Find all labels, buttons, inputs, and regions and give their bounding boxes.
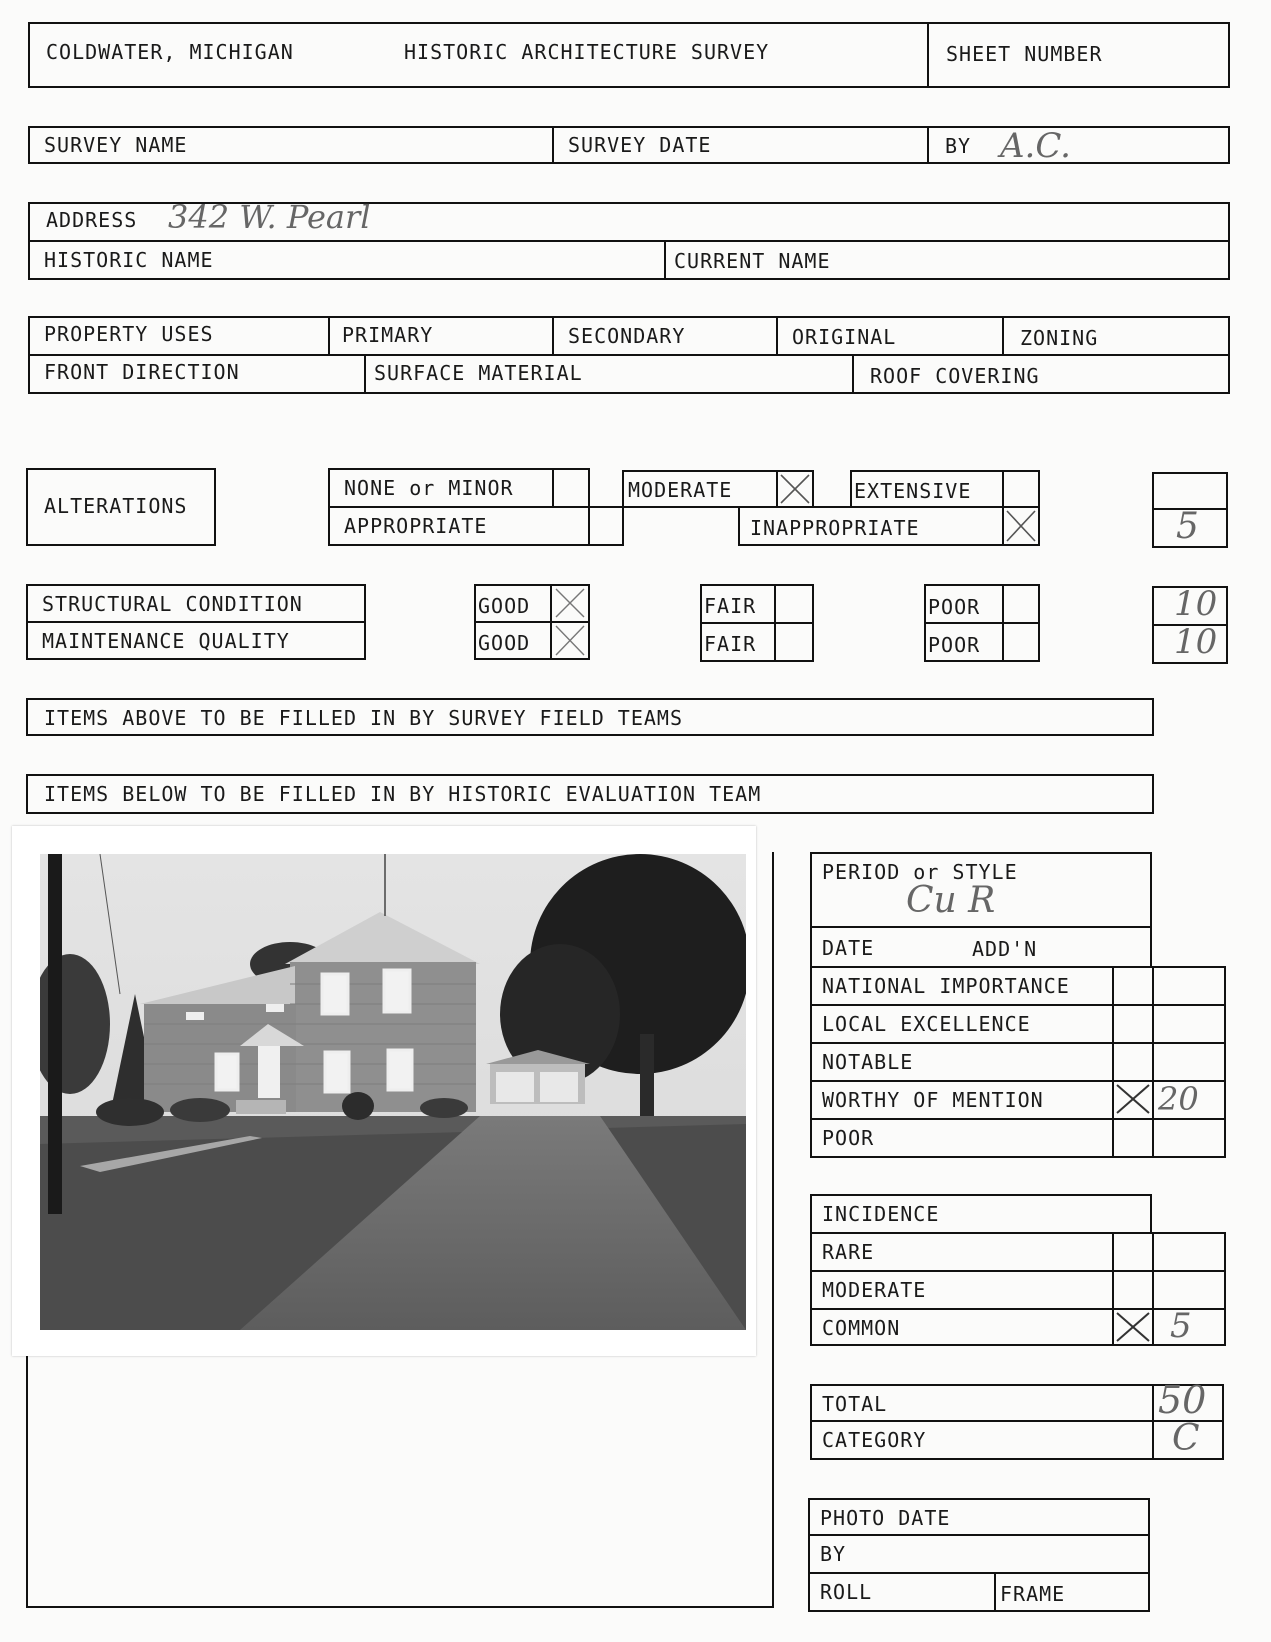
common-label: COMMON bbox=[822, 1316, 901, 1340]
structural-fair-label: FAIR bbox=[704, 594, 757, 618]
imp-div-h1 bbox=[810, 1004, 1226, 1006]
property-uses-label: PROPERTY USES bbox=[44, 322, 214, 346]
structural-good-label: GOOD bbox=[478, 594, 531, 618]
name-divider bbox=[664, 240, 666, 280]
notable-label: NOTABLE bbox=[822, 1050, 914, 1074]
category-value: C bbox=[1172, 1418, 1200, 1459]
inappropriate-label: INAPPROPRIATE bbox=[750, 516, 920, 540]
below-note: ITEMS BELOW TO BE FILLED IN BY HISTORIC EVALUATION TEAM bbox=[44, 782, 762, 806]
appropriate-label: APPROPRIATE bbox=[344, 514, 488, 538]
maintenance-good-check-mark bbox=[553, 623, 587, 658]
alt-div-a bbox=[328, 506, 624, 508]
address-label: ADDRESS bbox=[46, 208, 138, 232]
maintenance-poor-label: POOR bbox=[928, 633, 981, 657]
inc-div-h1 bbox=[810, 1270, 1226, 1272]
frame-label: FRAME bbox=[1000, 1582, 1066, 1606]
prop-div-5 bbox=[364, 354, 366, 394]
roof-covering-label: ROOF COVERING bbox=[870, 364, 1040, 388]
alt-div-b bbox=[552, 468, 554, 506]
survey-divider-2 bbox=[927, 126, 929, 164]
fair-div-h bbox=[700, 622, 814, 624]
roll-label: ROLL bbox=[820, 1580, 873, 1604]
original-label: ORIGINAL bbox=[792, 325, 897, 349]
addn-label: ADD'N bbox=[972, 937, 1038, 961]
photo-div-v bbox=[994, 1572, 996, 1612]
survey-divider-1 bbox=[552, 126, 554, 164]
none-minor-label: NONE or MINOR bbox=[344, 476, 514, 500]
survey-by-label: BY bbox=[945, 134, 972, 158]
alt-div-d bbox=[622, 506, 624, 546]
imp-div-v1 bbox=[1112, 966, 1114, 1158]
fair-div-v bbox=[774, 584, 776, 662]
historic-name-label: HISTORIC NAME bbox=[44, 248, 214, 272]
zoning-label: ZONING bbox=[1020, 326, 1099, 350]
alt-div-c bbox=[588, 506, 590, 546]
above-note: ITEMS ABOVE TO BE FILLED IN BY SURVEY FIELD TEAMS bbox=[44, 706, 684, 730]
maintenance-score: 10 bbox=[1174, 622, 1218, 662]
inc-div-h2 bbox=[810, 1308, 1226, 1310]
header-divider bbox=[927, 22, 929, 88]
total-value: 50 bbox=[1158, 1378, 1207, 1422]
panel-right-edge bbox=[772, 852, 774, 1608]
current-name-label: CURRENT NAME bbox=[674, 249, 831, 273]
front-direction-label: FRONT DIRECTION bbox=[44, 360, 240, 384]
photo-div-h2 bbox=[808, 1572, 1150, 1574]
incidence-label: INCIDENCE bbox=[822, 1202, 940, 1226]
imp-div-h2 bbox=[810, 1042, 1226, 1044]
maintenance-good-label: GOOD bbox=[478, 631, 531, 655]
rare-label: RARE bbox=[822, 1240, 875, 1264]
structural-condition-label: STRUCTURAL CONDITION bbox=[42, 592, 303, 616]
survey-by-value: A.C. bbox=[1000, 126, 1071, 166]
property-divider bbox=[28, 354, 1230, 356]
prop-div-6 bbox=[852, 354, 854, 394]
imp-div-h4 bbox=[810, 1118, 1226, 1120]
sheet-number-label: SHEET NUMBER bbox=[946, 42, 1103, 66]
photo-date-label: PHOTO DATE bbox=[820, 1506, 951, 1530]
maintenance-quality-label: MAINTENANCE QUALITY bbox=[42, 629, 290, 653]
inappropriate-check-mark bbox=[1004, 508, 1038, 544]
poor-importance-label: POOR bbox=[822, 1126, 875, 1150]
alterations-label: ALTERATIONS bbox=[44, 494, 188, 518]
photo-div-h1 bbox=[808, 1534, 1150, 1536]
poor-div-h bbox=[924, 622, 1040, 624]
common-check-mark bbox=[1114, 1310, 1152, 1344]
panel-left-edge bbox=[26, 1354, 28, 1608]
worthy-of-mention-label: WORTHY OF MENTION bbox=[822, 1088, 1044, 1112]
total-label: TOTAL bbox=[822, 1392, 888, 1416]
period-label: PERIOD or STYLE bbox=[822, 860, 1018, 884]
category-label: CATEGORY bbox=[822, 1428, 927, 1452]
moderate-incidence-label: MODERATE bbox=[822, 1278, 927, 1302]
form-title: HISTORIC ARCHITECTURE SURVEY bbox=[404, 40, 770, 64]
property-photo bbox=[12, 826, 756, 1356]
structural-poor-label: POOR bbox=[928, 595, 981, 619]
prop-div-1 bbox=[328, 316, 330, 354]
surface-material-label: SURFACE MATERIAL bbox=[374, 361, 583, 385]
alterations-score: 5 bbox=[1176, 506, 1199, 547]
prop-div-4 bbox=[1002, 316, 1004, 354]
inc-div-v2 bbox=[1152, 1232, 1154, 1346]
panel-bottom-edge bbox=[26, 1606, 774, 1608]
house-photograph bbox=[40, 854, 746, 1330]
primary-label: PRIMARY bbox=[342, 323, 434, 347]
national-importance-label: NATIONAL IMPORTANCE bbox=[822, 974, 1070, 998]
address-divider bbox=[28, 240, 1230, 242]
maintenance-fair-label: FAIR bbox=[704, 632, 757, 656]
extensive-label: EXTENSIVE bbox=[854, 479, 972, 503]
photo-by-label: BY bbox=[820, 1542, 847, 1566]
survey-date-label: SURVEY DATE bbox=[568, 133, 712, 157]
tot-div-v bbox=[1152, 1384, 1154, 1460]
common-score: 5 bbox=[1170, 1306, 1192, 1346]
good-div-v bbox=[550, 584, 552, 660]
structural-good-check-mark bbox=[553, 586, 587, 620]
local-excellence-label: LOCAL EXCELLENCE bbox=[822, 1012, 1031, 1036]
poor-div-v bbox=[1002, 584, 1004, 662]
structural-score: 10 bbox=[1174, 584, 1218, 624]
city-label: COLDWATER, MICHIGAN bbox=[46, 40, 294, 64]
moderate-check-mark bbox=[778, 472, 812, 506]
date-label: DATE bbox=[822, 936, 875, 960]
prop-div-2 bbox=[552, 316, 554, 354]
imp-div-v2 bbox=[1152, 966, 1154, 1158]
worthy-score: 20 bbox=[1158, 1080, 1199, 1118]
period-value: Cu R bbox=[906, 880, 996, 921]
cond-div-a bbox=[26, 621, 366, 623]
address-value: 342 W. Pearl bbox=[168, 198, 371, 236]
moderate-label: MODERATE bbox=[628, 478, 733, 502]
alt-div-g bbox=[1002, 470, 1004, 508]
survey-name-label: SURVEY NAME bbox=[44, 133, 188, 157]
prop-div-3 bbox=[776, 316, 778, 354]
alt-div-e bbox=[588, 544, 624, 546]
worthy-check-mark bbox=[1114, 1082, 1152, 1116]
secondary-label: SECONDARY bbox=[568, 324, 686, 348]
